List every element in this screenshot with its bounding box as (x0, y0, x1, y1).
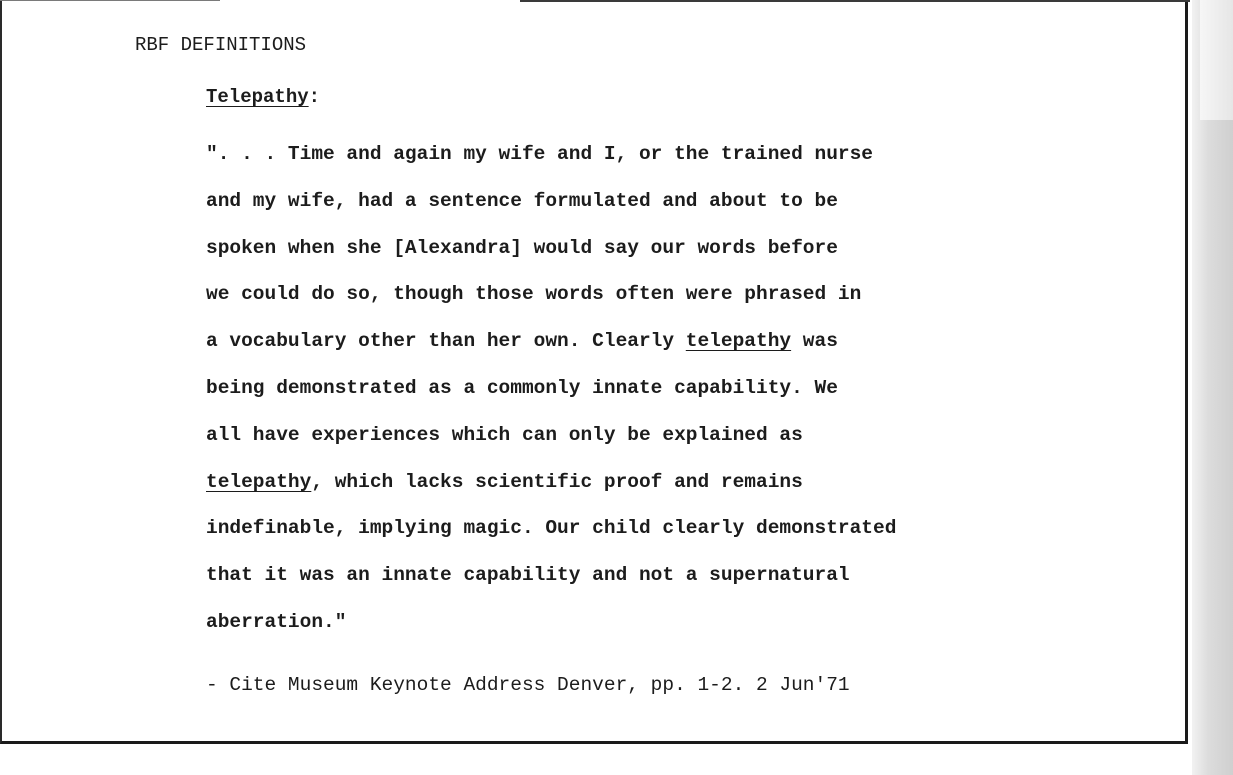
quote-text: a vocabulary other than her own. Clearly (206, 330, 686, 353)
quote-line (206, 225, 1106, 272)
quote-text: , which lacks scientific proof and remains (311, 470, 803, 493)
quote-line (206, 552, 1106, 599)
section-heading: RBF DEFINITIONS (135, 34, 307, 56)
quote-text: aberration." (206, 610, 347, 633)
quote-line (206, 599, 1106, 646)
underlined-term: telepathy (206, 470, 312, 493)
quote-line (206, 318, 1106, 365)
quote-line (206, 365, 1106, 412)
definition-quote (206, 131, 1106, 646)
page-edge-highlight (1200, 0, 1233, 120)
quote-text: being demonstrated as a commonly innate capability. We (206, 376, 838, 399)
quote-line (206, 505, 1106, 552)
quote-text: was (791, 330, 838, 353)
top-border-rule-left (0, 0, 220, 1)
quote-text: ". . . Time and again my wife and I, or the trained nurse (206, 143, 874, 165)
underlined-term: telepathy (685, 330, 792, 353)
term-heading (206, 86, 320, 108)
term-label: Telepathy (206, 86, 309, 108)
quote-text: and my wife, had a sentence formulated and about to be (206, 189, 838, 212)
quote-text: indefinable, implying magic. Our child clearly demonstrated (206, 517, 897, 540)
quote-text: all have experiences which can only be explained as (206, 423, 803, 446)
quote-line (206, 459, 1106, 506)
quote-line (206, 131, 1106, 178)
quote-text: that it was an innate capability and not a supernatural (206, 564, 850, 587)
quote-line (206, 271, 1106, 318)
term-colon: : (308, 86, 321, 108)
citation: - Cite Museum Keynote Address Denver, pp. 1-2. 2 Jun'71 (206, 674, 850, 696)
quote-line (206, 412, 1106, 459)
top-border-rule (520, 0, 1190, 2)
quote-text: we could do so, though those words often were phrased in (206, 283, 862, 306)
quote-line (206, 178, 1106, 225)
quote-text: spoken when she [Alexandra] would say our words before (206, 236, 838, 259)
